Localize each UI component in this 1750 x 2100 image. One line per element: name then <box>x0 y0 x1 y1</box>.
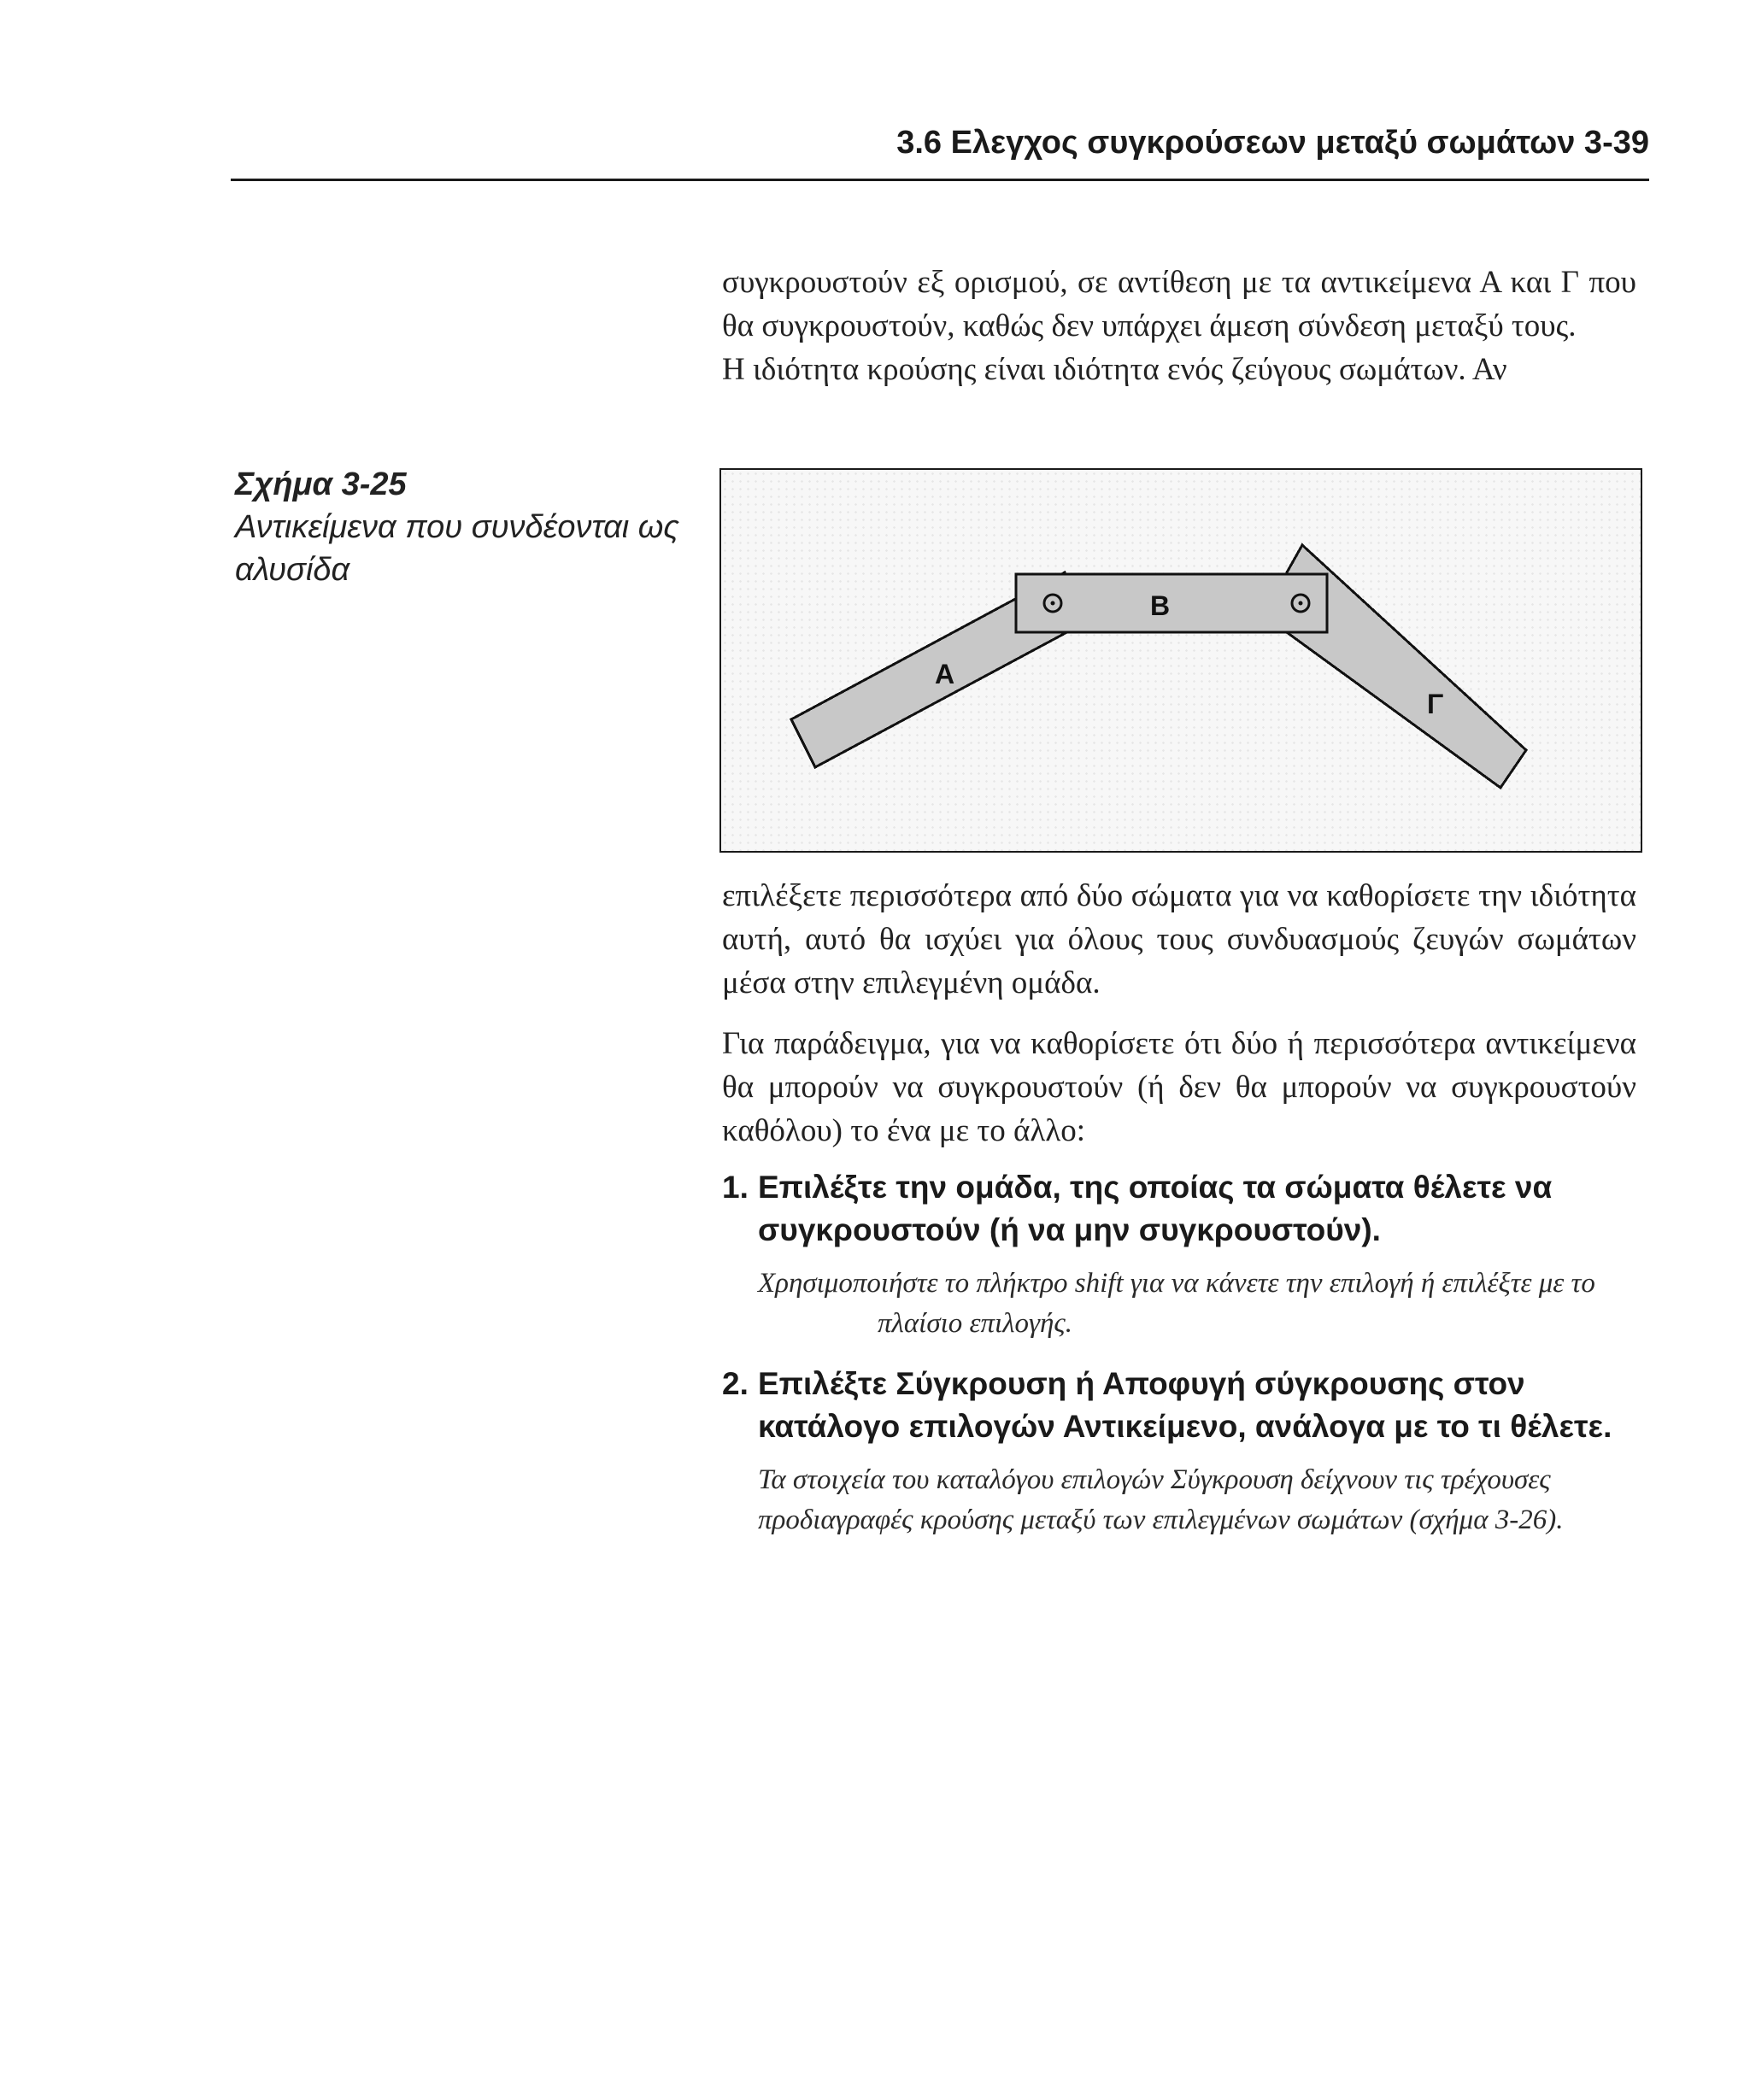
object-a-label: Α <box>935 659 955 689</box>
object-b <box>1016 574 1327 632</box>
figure-caption-text: Αντικείμενα που συνδέονται ως αλυσίδα <box>235 509 679 588</box>
figure-label: Σχήμα 3-25 <box>235 466 407 502</box>
step-number: 1. <box>722 1170 749 1205</box>
figure-chain-objects <box>719 468 1642 853</box>
steps-list <box>722 1166 1645 1540</box>
figure-caption <box>235 463 679 591</box>
step-instruction: Επιλέξτε την ομάδα, της οποίας τα σώματα θέλετε να συγκρουστούν (ή να μην συγκρουστούν). <box>758 1170 1553 1247</box>
object-b-label: Β <box>1150 590 1171 621</box>
paragraph: Η ιδιότητα κρούσης είναι ιδιότητα ενός ζεύγους σωμάτων. Αν <box>722 352 1507 387</box>
step-note: Χρησιμοποιήστε το πλήκτρο shift για να κάνετε την επιλογή ή επιλέξτε με το πλαίσιο επιλογής. <box>758 1268 1595 1339</box>
paragraph: Για παράδειγμα, για να καθορίσετε ότι δύο ή περισσότερα αντικείμενα θα μπορούν να συγκρουστούν (ή δεν θα μπορούν να συγκρουστούν καθόλου) το ένα με το άλλο: <box>722 1026 1636 1148</box>
after-figure-text <box>722 874 1636 1153</box>
object-gamma-label: Γ <box>1427 689 1444 719</box>
step-number: 2. <box>722 1366 749 1401</box>
step-item <box>722 1166 1645 1344</box>
step-note: Τα στοιχεία του καταλόγου επιλογών Σύγκρουση δείχνουν τις τρέχουσες προδιαγραφές κρούσης μεταξύ των επιλεγμένων σωμάτων (σχήμα 3-26). <box>758 1464 1564 1535</box>
paragraph: επιλέξετε περισσότερα από δύο σώματα για να καθορίσετε την ιδιότητα αυτή, αυτό θα ισχύει για όλους τους συνδυασμούς ζευγών σωμάτων μέσα στην επιλεγμένη ομάδα. <box>722 878 1636 1000</box>
chain-diagram <box>721 470 1644 854</box>
intro-text <box>722 261 1636 391</box>
header-rule <box>231 179 1649 181</box>
step-instruction: Επιλέξτε Σύγκρουση ή Αποφυγή σύγκρουσης στον κατάλογο επιλογών Αντικείμενο, ανάλογα με το τι θέλετε. <box>758 1366 1612 1444</box>
paragraph: συγκρουστούν εξ ορισμού, σε αντίθεση με τα αντικείμενα Α και Γ που θα συγκρουστούν, καθώς δεν υπάρχει άμεση σύνδεση μεταξύ τους. <box>722 265 1636 343</box>
running-header: 3.6 Ελεγχος συγκρούσεων μεταξύ σωμάτων 3-39 <box>896 125 1649 161</box>
step-item <box>722 1363 1645 1540</box>
